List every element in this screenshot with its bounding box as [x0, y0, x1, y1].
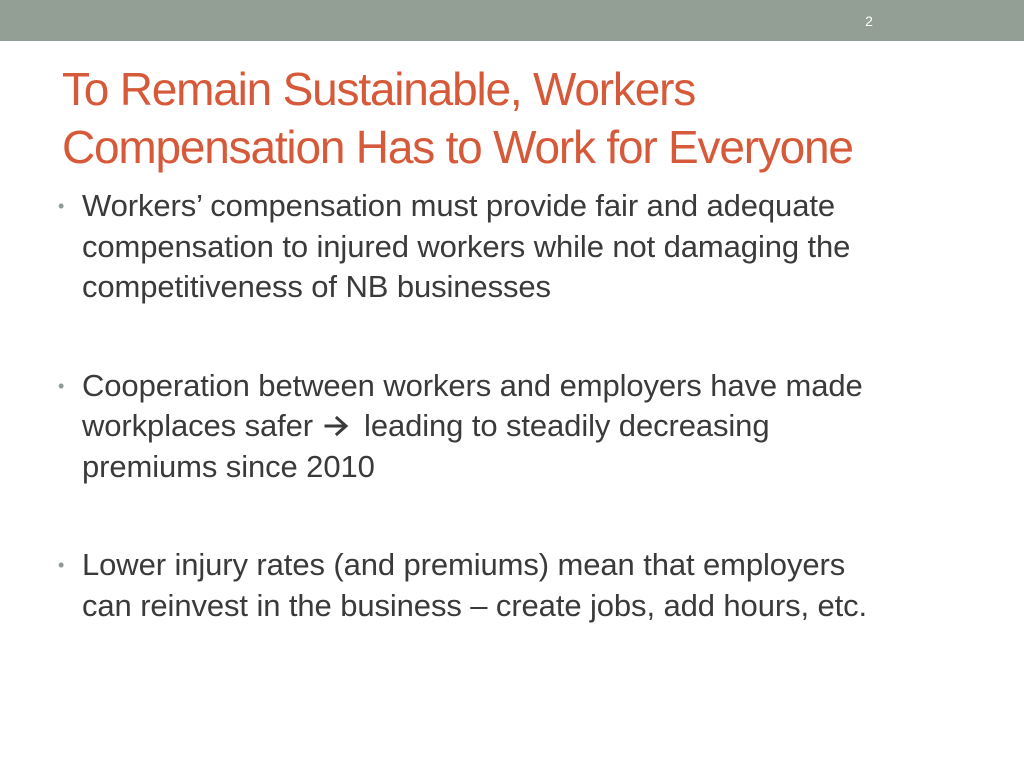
bullet-line: Cooperation between workers and employers have made	[82, 367, 863, 403]
bullet-item	[57, 366, 997, 488]
bullet-list	[57, 186, 997, 626]
bullet-line-with-arrow	[82, 406, 997, 447]
bullet-text-fragment: workplaces safer	[82, 408, 313, 443]
bullet-line: premiums since 2010	[82, 448, 375, 484]
slide-title	[62, 60, 992, 176]
right-arrow-icon	[324, 415, 350, 437]
bullet-line: Lower injury rates (and premiums) mean that employers	[82, 547, 846, 582]
title-line: To Remain Sustainable, Workers	[62, 63, 695, 115]
bullet-line: compensation to injured workers while not damaging the	[82, 228, 851, 264]
title-line: Compensation Has to Work for Everyone	[62, 121, 853, 173]
bullet-marker: •	[58, 375, 65, 396]
bullet-marker: •	[58, 196, 65, 216]
bullet-marker: •	[58, 555, 65, 575]
bullet-item	[57, 545, 997, 626]
bullet-item	[57, 186, 997, 308]
bullet-line: competitiveness of NB businesses	[82, 269, 551, 304]
bullet-line: Workers’ compensation must provide fair and adequate	[82, 188, 835, 223]
bullet-text-fragment: leading to steadily decreasing	[364, 408, 770, 443]
header-bar	[0, 0, 1024, 41]
bullet-line: can reinvest in the business – create jobs, add hours, etc.	[82, 587, 868, 623]
slide-number: 2	[865, 13, 873, 29]
